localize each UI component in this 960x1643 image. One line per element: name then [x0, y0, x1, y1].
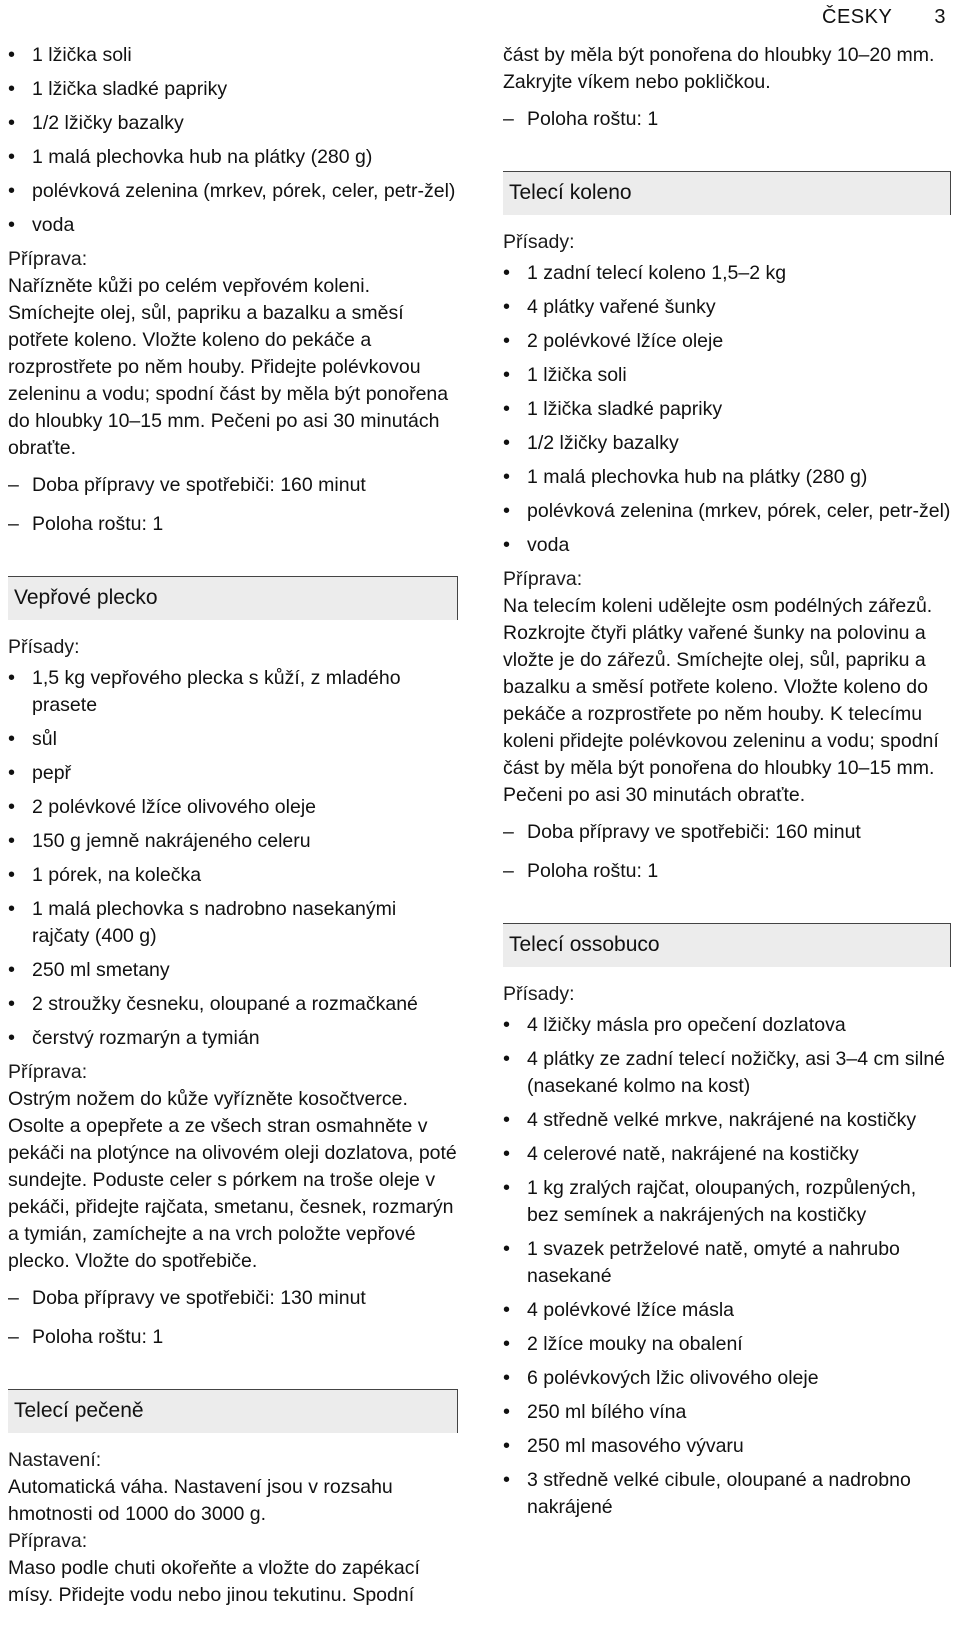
- page-number: 3: [934, 6, 946, 28]
- dash-item: – Doba přípravy ve spotřebiči: 160 minut: [503, 819, 951, 846]
- list-item: • 1 lžička sladké papriky: [503, 396, 951, 423]
- ingredient-list: [503, 260, 951, 559]
- section-title: Vepřové plecko: [8, 576, 458, 620]
- nastaveni-text: Automatická váha. Nastavení jsou v rozsahu hmotnosti od 1000 do 3000 g.: [8, 1476, 393, 1525]
- dash-item: – Poloha roštu: 1: [503, 858, 951, 885]
- dash-item: – Poloha roštu: 1: [8, 1324, 458, 1351]
- prisady-label: Přísady:: [8, 636, 80, 658]
- list-item: • 250 ml bílého vína: [503, 1399, 951, 1426]
- list-item: • 2 stroužky česneku, oloupané a rozmačkané: [8, 991, 458, 1018]
- page-header: [822, 6, 946, 29]
- list-item: • 1 pórek, na kolečka: [8, 862, 458, 889]
- list-item: • 4 lžičky másla pro opečení dozlatova: [503, 1012, 951, 1039]
- list-item: • 150 g jemně nakrájeného celeru: [8, 828, 458, 855]
- priprava-text: Ostrým nožem do kůže vyřízněte kosočtverce. Osolte a opepřete a ze všech stran osmahněte v pekáči na plotýnce na olivovém oleji dozlatova, poté sundejte. Poduste celer s pórkem na troše oleje v pekáči, přidejte rajčata, smetanu, česnek, rozmarýn a tymián, zamíchejte a na vrch položte vepřové plecko. Vložte do spotřebiče.: [8, 1088, 457, 1272]
- list-item: • 250 ml smetany: [8, 957, 458, 984]
- list-item: • 4 polévkové lžíce másla: [503, 1297, 951, 1324]
- list-item: • 1 malá plechovka hub na plátky (280 g): [8, 144, 458, 171]
- list-item: • 4 středně velké mrkve, nakrájené na kostičky: [503, 1107, 951, 1134]
- list-item: • sůl: [8, 726, 458, 753]
- section-title: Telecí pečeně: [8, 1389, 458, 1433]
- rack-position: Poloha roštu: 1: [32, 513, 164, 535]
- list-item: • polévková zelenina (mrkev, pórek, celer, petr-žel): [503, 498, 951, 525]
- cooking-time: Doba přípravy ve spotřebiči: 130 minut: [32, 1287, 366, 1309]
- list-item: • 1,5 kg vepřového plecka s kůží, z mladého prasete: [8, 665, 458, 719]
- prisady-label: Přísady:: [503, 231, 575, 253]
- list-item: • voda: [503, 532, 951, 559]
- ingredient-list: [8, 665, 458, 1052]
- ingredient-list: [503, 1012, 951, 1521]
- list-item: • čerstvý rozmarýn a tymián: [8, 1025, 458, 1052]
- list-item: • 6 polévkových lžic olivového oleje: [503, 1365, 951, 1392]
- nastaveni-label: Nastavení:: [8, 1449, 102, 1471]
- dash-item: – Doba přípravy ve spotřebiči: 160 minut: [8, 472, 458, 499]
- continued-text: část by měla být ponořena do hloubky 10–20 mm. Zakryjte víkem nebo pokličkou.: [503, 44, 935, 93]
- priprava-text: Na telecím koleni udělejte osm podélných zářezů. Rozkrojte čtyři plátky vařené šunky na polovinu a vložte je do zářezů. Smíchejte olej, sůl, papriku a bazalku a směsí potřete koleno. Vložte koleno do pekáče a rozprostřete po něm houby. K telecímu koleni přidejte polévkovou zeleninu a vodu; spodní část by měla být ponořena do hloubky 10–15 mm. Pečeni po asi 30 minutách obraťte.: [503, 595, 939, 806]
- priprava-label: Příprava:: [8, 248, 88, 270]
- right-column: [503, 42, 951, 1528]
- list-item: • 1 svazek petrželové natě, omyté a nahrubo nasekané: [503, 1236, 951, 1290]
- list-item: • 3 středně velké cibule, oloupané a nadrobno nakrájené: [503, 1467, 951, 1521]
- list-item: • 2 polévkové lžíce oleje: [503, 328, 951, 355]
- rack-position: Poloha roštu: 1: [527, 108, 659, 130]
- list-item: • 2 polévkové lžíce olivového oleje: [8, 794, 458, 821]
- priprava-text: Nařízněte kůži po celém vepřovém koleni. Smíchejte olej, sůl, papriku a bazalku a směsí potřete koleno. Vložte koleno do pekáče a rozprostřete po něm houby. Přidejte polévkovou zeleninu a vodu; spodní část by měla být ponořena do hloubky 10–15 mm. Pečeni po asi 30 minutách obraťte.: [8, 275, 449, 459]
- left-column: [8, 42, 458, 1609]
- cooking-time: Doba přípravy ve spotřebiči: 160 minut: [527, 821, 861, 843]
- list-item: • 1/2 lžičky bazalky: [503, 430, 951, 457]
- list-item: • 1 kg zralých rajčat, oloupaných, rozpůlených, bez semínek a nakrájených na kostičky: [503, 1175, 951, 1229]
- rack-position: Poloha roštu: 1: [32, 1326, 164, 1348]
- list-item: • 1 lžička sladké papriky: [8, 76, 458, 103]
- rack-position: Poloha roštu: 1: [527, 860, 659, 882]
- dash-item: – Poloha roštu: 1: [8, 511, 458, 538]
- list-item: • 1 lžička soli: [503, 362, 951, 389]
- dash-item: – Poloha roštu: 1: [503, 106, 951, 133]
- list-item: • voda: [8, 212, 458, 239]
- language-label: ČESKY: [822, 6, 893, 28]
- list-item: • 1 zadní telecí koleno 1,5–2 kg: [503, 260, 951, 287]
- list-item: • 1 malá plechovka s nadrobno nasekanými rajčaty (400 g): [8, 896, 458, 950]
- section-title: Telecí koleno: [503, 171, 951, 215]
- priprava-label: Příprava:: [8, 1061, 88, 1083]
- list-item: • 1 lžička soli: [8, 42, 458, 69]
- list-item: • 4 plátky vařené šunky: [503, 294, 951, 321]
- list-item: • 1 malá plechovka hub na plátky (280 g): [503, 464, 951, 491]
- prisady-label: Přísady:: [503, 983, 575, 1005]
- priprava-label: Příprava:: [503, 568, 583, 590]
- list-item: • 4 plátky ze zadní telecí nožičky, asi 3–4 cm silné (nasekané kolmo na kost): [503, 1046, 951, 1100]
- priprava-text: Maso podle chuti okořeňte a vložte do zapékací mísy. Přidejte vodu nebo jinou tekutinu. Spodní: [8, 1557, 420, 1606]
- section-title: Telecí ossobuco: [503, 923, 951, 967]
- list-item: • polévková zelenina (mrkev, pórek, celer, petr-žel): [8, 178, 458, 205]
- list-item: • pepř: [8, 760, 458, 787]
- dash-item: – Doba přípravy ve spotřebiči: 130 minut: [8, 1285, 458, 1312]
- ingredient-list: [8, 42, 458, 239]
- list-item: • 1/2 lžičky bazalky: [8, 110, 458, 137]
- priprava-label: Příprava:: [8, 1530, 88, 1552]
- list-item: • 4 celerové natě, nakrájené na kostičky: [503, 1141, 951, 1168]
- list-item: • 250 ml masového vývaru: [503, 1433, 951, 1460]
- list-item: • 2 lžíce mouky na obalení: [503, 1331, 951, 1358]
- cooking-time: Doba přípravy ve spotřebiči: 160 minut: [32, 474, 366, 496]
